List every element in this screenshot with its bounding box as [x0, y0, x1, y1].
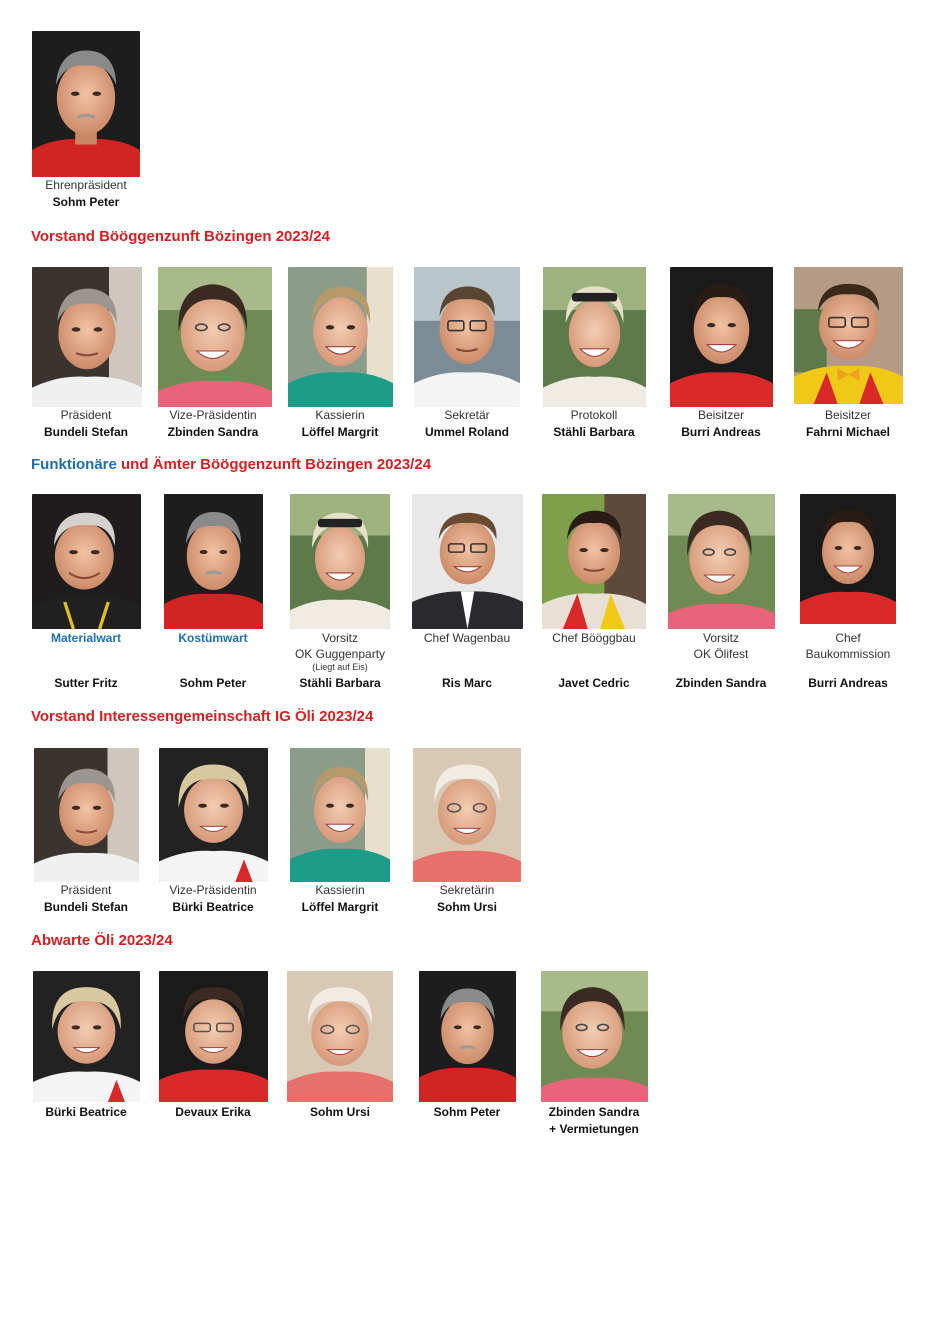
member-role: Sekretär: [444, 408, 490, 422]
member-name: Devaux Erika: [175, 1105, 251, 1119]
member-name: Ummel Roland: [424, 425, 510, 439]
member-role: Vorsitz: [321, 631, 359, 645]
member-name: Zbinden Sandra: [167, 425, 259, 439]
section-title-vorstand: Vorstand Bööggenzunft Bözingen 2023/24: [31, 228, 330, 245]
member-name: Javet Cedric: [558, 676, 630, 690]
member-role: Materialwart: [50, 631, 122, 645]
member-name: Burri Andreas: [681, 425, 761, 439]
member-role: Kassierin: [315, 408, 365, 422]
member-name: Sohm Peter: [179, 676, 247, 690]
portrait-photo: [794, 267, 903, 404]
portrait-photo: [287, 971, 393, 1102]
member-role: Präsident: [60, 408, 112, 422]
honorary-role: Ehrenpräsident: [45, 178, 127, 192]
section-title-funktionaere: [31, 456, 431, 473]
member-role: Beisitzer: [697, 408, 745, 422]
member-role: Vize-Präsidentin: [169, 408, 257, 422]
member-role: Chef Wagenbau: [423, 631, 511, 645]
honorary-name: Sohm Peter: [52, 195, 120, 209]
member-name: Fahrni Michael: [805, 425, 891, 439]
portrait-photo: [164, 494, 263, 629]
portrait-photo: [419, 971, 516, 1102]
member-name-line2: + Vermietungen: [549, 1122, 639, 1136]
member-name: Bürki Beatrice: [172, 900, 254, 914]
portrait-photo: [159, 748, 268, 882]
portrait-photo: [413, 748, 521, 882]
member-role: Kostümwart: [178, 631, 248, 645]
member-name: Ris Marc: [441, 676, 493, 690]
portrait-photo: [668, 494, 775, 629]
portrait-photo: [542, 494, 646, 629]
member-role: Beisitzer: [824, 408, 872, 422]
member-role: Chef Bööggbau: [552, 631, 636, 645]
portrait-photo: [32, 31, 140, 177]
portrait-photo: [159, 971, 268, 1102]
member-role: Sekretärin: [439, 883, 495, 897]
member-name: Bundeli Stefan: [43, 425, 129, 439]
section-title-ig-oeli: Vorstand Interessengemeinschaft IG Öli 2023/24: [31, 708, 374, 725]
portrait-photo: [290, 748, 390, 882]
section-title-red: und Ämter Bööggenzunft Bözingen 2023/24: [121, 456, 432, 473]
portrait-photo: [32, 494, 141, 629]
member-name: Zbinden Sandra: [675, 676, 767, 690]
member-name: Stähli Barbara: [299, 676, 381, 690]
portrait-photo: [670, 267, 773, 407]
portrait-photo: [32, 267, 142, 407]
member-name: Löffel Margrit: [301, 900, 379, 914]
portrait-photo: [33, 971, 140, 1102]
member-role-line2: Baukommission: [805, 647, 891, 661]
member-name: Sutter Fritz: [54, 676, 118, 690]
portrait-photo: [541, 971, 648, 1102]
member-name: Zbinden Sandra: [548, 1105, 640, 1119]
portrait-photo: [34, 748, 139, 882]
section-title-blue: Funktionäre: [31, 456, 117, 473]
member-role: Vize-Präsidentin: [169, 883, 257, 897]
member-name: Löffel Margrit: [301, 425, 379, 439]
member-role: Chef: [835, 631, 861, 645]
member-role: Kassierin: [315, 883, 365, 897]
portrait-photo: [412, 494, 523, 629]
member-name: Burri Andreas: [808, 676, 888, 690]
portrait-photo: [414, 267, 520, 407]
portrait-photo: [800, 494, 896, 624]
member-role: Vorsitz: [702, 631, 740, 645]
member-name: Bundeli Stefan: [43, 900, 129, 914]
section-title-abwarte: Abwarte Öli 2023/24: [31, 932, 173, 949]
portrait-photo: [288, 267, 393, 407]
member-name: Stähli Barbara: [553, 425, 635, 439]
member-role-line2: OK Guggenparty: [294, 647, 386, 661]
member-note: (Liegt auf Eis): [312, 662, 368, 672]
member-name: Bürki Beatrice: [45, 1105, 127, 1119]
member-name: Sohm Ursi: [309, 1105, 371, 1119]
portrait-photo: [158, 267, 272, 407]
portrait-photo: [290, 494, 390, 629]
member-role: Präsident: [60, 883, 112, 897]
member-name: Sohm Ursi: [436, 900, 498, 914]
member-role: Protokoll: [570, 408, 618, 422]
member-name: Sohm Peter: [433, 1105, 501, 1119]
portrait-photo: [543, 267, 646, 407]
member-role-line2: OK Ölifest: [693, 647, 749, 661]
